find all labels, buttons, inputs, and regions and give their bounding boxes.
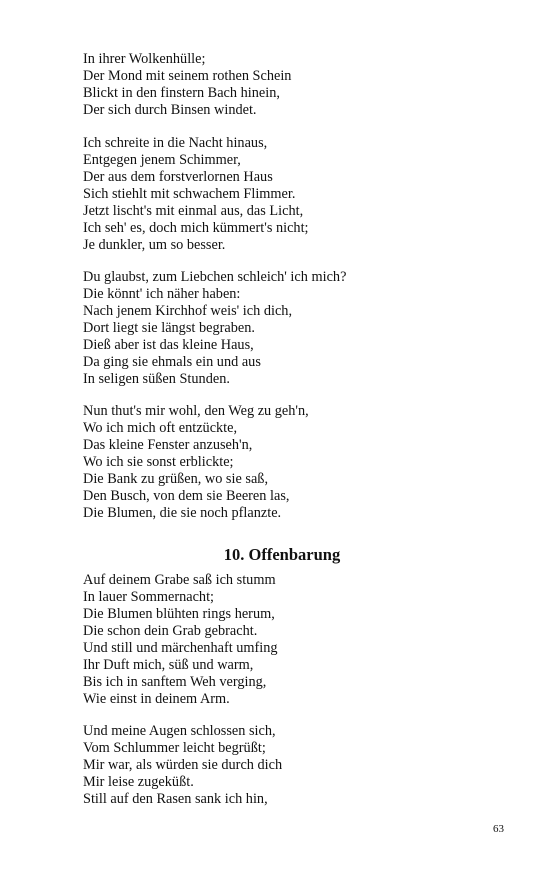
verse-line: Entgegen jenem Schimmer, xyxy=(83,152,241,168)
verse-line: Still auf den Rasen sank ich hin, xyxy=(83,791,268,807)
verse-line: In seligen süßen Stunden. xyxy=(83,371,230,387)
verse-line: Dieß aber ist das kleine Haus, xyxy=(83,337,254,353)
stanza xyxy=(83,723,282,808)
verse-line: Ich seh' es, doch mich kümmert's nicht; xyxy=(83,220,309,236)
verse-line: Blickt in den finstern Bach hinein, xyxy=(83,85,280,101)
verse-line: In ihrer Wolkenhülle; xyxy=(83,51,206,67)
verse-line: Die Blumen, die sie noch pflanzte. xyxy=(83,505,282,521)
verse-line: Die Blumen blühten rings herum, xyxy=(83,606,275,622)
verse-line: Und meine Augen schlossen sich, xyxy=(83,723,276,739)
page-number: 63 xyxy=(493,823,504,835)
verse-line: Wo ich sie sonst erblickte; xyxy=(83,454,234,470)
verse-line: Ich schreite in die Nacht hinaus, xyxy=(83,135,268,151)
verse-line: Ihr Duft mich, süß und warm, xyxy=(83,657,254,673)
verse-line: Du glaubst, zum Liebchen schleich' ich mich? xyxy=(83,269,347,285)
stanza xyxy=(83,572,278,708)
verse-line: Mir war, als würden sie durch dich xyxy=(83,757,283,773)
verse-line: Nun thut's mir wohl, den Weg zu geh'n, xyxy=(83,403,309,419)
verse-line: Sich stiehlt mit schwachem Flimmer. xyxy=(83,186,296,202)
verse-line: Wie einst in deinem Arm. xyxy=(83,691,230,707)
stanza xyxy=(83,135,309,254)
verse-line: Bis ich in sanftem Weh verging, xyxy=(83,674,267,690)
verse-line: Und still und märchenhaft umfing xyxy=(83,640,278,656)
verse-line: Auf deinem Grabe saß ich stumm xyxy=(83,572,276,588)
stanza xyxy=(83,269,346,388)
verse-line: Nach jenem Kirchhof weis' ich dich, xyxy=(83,303,293,319)
verse-line: Das kleine Fenster anzuseh'n, xyxy=(83,437,253,453)
verse-line: Die könnt' ich näher haben: xyxy=(83,286,241,302)
verse-line: Die schon dein Grab gebracht. xyxy=(83,623,258,639)
verse-line: Vom Schlummer leicht begrüßt; xyxy=(83,740,266,756)
verse-line: Der sich durch Binsen windet. xyxy=(83,102,257,118)
verse-line: Wo ich mich oft entzückte, xyxy=(83,420,238,436)
verse-line: Jetzt lischt's mit einmal aus, das Licht, xyxy=(83,203,304,219)
poem-title: 10. Offenbarung xyxy=(223,545,341,564)
verse-line: Dort liegt sie längst begraben. xyxy=(83,320,255,336)
verse-line: Den Busch, von dem sie Beeren las, xyxy=(83,488,290,504)
verse-line: Der Mond mit seinem rothen Schein xyxy=(83,68,292,84)
verse-line: Der aus dem forstverlornen Haus xyxy=(83,169,273,185)
verse-line: Je dunkler, um so besser. xyxy=(83,237,226,253)
verse-line: Die Bank zu grüßen, wo sie saß, xyxy=(83,471,269,487)
verse-line: Mir leise zugeküßt. xyxy=(83,774,194,790)
stanza xyxy=(83,403,309,522)
verse-line: In lauer Sommernacht; xyxy=(83,589,215,605)
stanza xyxy=(83,51,291,119)
verse-line: Da ging sie ehmals ein und aus xyxy=(83,354,261,370)
